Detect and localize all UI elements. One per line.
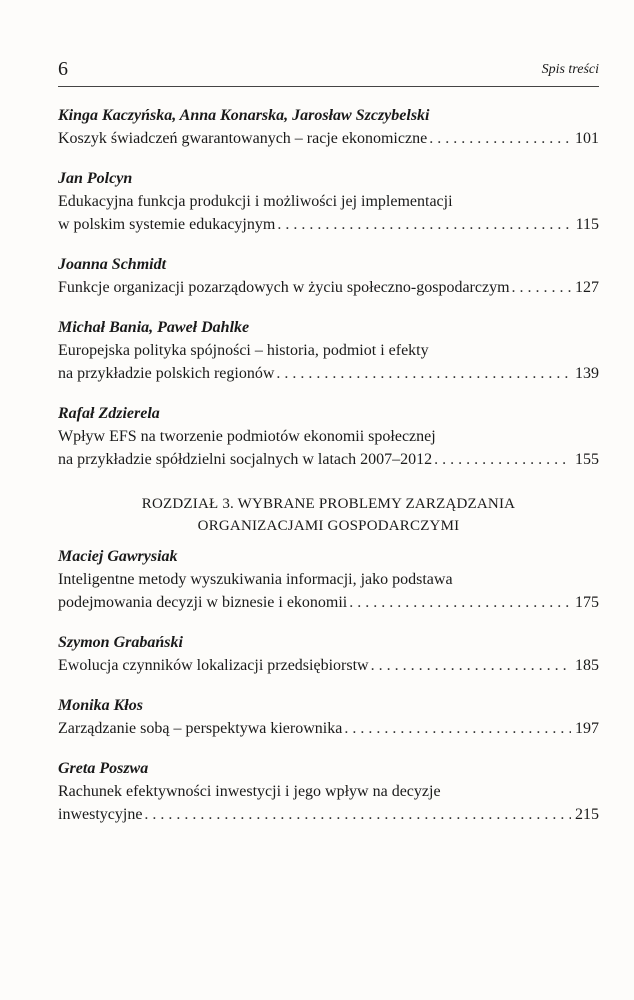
toc-entry (58, 402, 599, 471)
toc-entry-title-line: Inteligentne metody wyszukiwania informacji, jako podstawa (58, 571, 453, 588)
book-page (58, 56, 599, 843)
toc-entry (58, 631, 599, 677)
table-of-contents (58, 104, 599, 826)
toc-entries-part-2 (58, 104, 599, 471)
toc-entry (58, 253, 599, 299)
toc-entry-title-text: w polskim systemie edukacyjnym (58, 216, 276, 233)
toc-entry-title-text: Koszyk świadczeń gwarantowanych – racje ekonomiczne (58, 130, 428, 147)
toc-entry-title-line: Rachunek efektywności inwestycji i jego wpływ na decyzje (58, 783, 441, 800)
page-number: 6 (58, 58, 68, 80)
toc-entry (58, 167, 599, 236)
toc-entry-authors: Michał Bania, Paweł Dahlke (58, 319, 250, 336)
page-header (58, 56, 599, 87)
dot-leader (349, 591, 571, 614)
toc-entry-page-number: 139 (575, 365, 599, 382)
toc-entry-authors: Greta Poszwa (58, 760, 149, 777)
chapter-heading-line-2: ORGANIZACJAMI GOSPODARCZYMI (197, 518, 460, 534)
toc-entry-title-text: Funkcje organizacji pozarządowych w życiu społeczno-gospodarczym (58, 279, 510, 296)
dot-leader (429, 127, 571, 150)
toc-entry-page-number: 115 (575, 216, 599, 233)
toc-entry-title-line: Europejska polityka spójności – historia, podmiot i efekty (58, 342, 429, 359)
toc-entry-last-line (58, 127, 599, 150)
toc-entry-page-number: 127 (575, 279, 599, 296)
toc-entry-page-number: 197 (575, 720, 599, 737)
dot-leader (512, 276, 571, 299)
toc-entry-authors: Szymon Grabański (58, 634, 183, 651)
toc-entry-last-line (58, 276, 599, 299)
toc-entries-chapter-3 (58, 545, 599, 826)
toc-entry-authors: Kinga Kaczyńska, Anna Konarska, Jarosław Szczybelski (58, 107, 430, 124)
toc-entry-page-number: 155 (575, 451, 599, 468)
toc-entry-authors: Joanna Schmidt (58, 256, 167, 273)
dot-leader (144, 803, 571, 826)
toc-entry-page-number: 185 (575, 657, 599, 674)
toc-entry-title-text: inwestycyjne (58, 806, 143, 823)
toc-entry-page-number: 101 (575, 130, 599, 147)
toc-entry-title-text: Zarządzanie sobą – perspektywa kierownika (58, 720, 343, 737)
chapter-heading (58, 493, 599, 537)
toc-entry-title-line: Edukacyjna funkcja produkcji i możliwości jej implementacji (58, 193, 453, 210)
toc-entry-authors: Rafał Zdzierela (58, 405, 160, 422)
toc-entry-authors: Maciej Gawrysiak (58, 548, 178, 565)
dot-leader (344, 717, 571, 740)
toc-entry (58, 757, 599, 826)
toc-entry-page-number: 175 (575, 594, 599, 611)
toc-entry-last-line (58, 362, 599, 385)
toc-entry-title-line: Wpływ EFS na tworzenie podmiotów ekonomii społecznej (58, 428, 436, 445)
dot-leader (434, 448, 571, 471)
dot-leader (277, 213, 571, 236)
toc-entry (58, 545, 599, 614)
toc-entry-last-line (58, 213, 599, 236)
toc-entry (58, 316, 599, 385)
toc-entry-title-text: na przykładzie spółdzielni socjalnych w latach 2007–2012 (58, 451, 433, 468)
toc-entry-title-text: Ewolucja czynników lokalizacji przedsiębiorstw (58, 657, 369, 674)
toc-entry-authors: Jan Polcyn (58, 170, 133, 187)
dot-leader (276, 362, 571, 385)
running-head: Spis treści (541, 62, 599, 77)
dot-leader (371, 654, 571, 677)
toc-entry-last-line (58, 717, 599, 740)
toc-entry-title-text: podejmowania decyzji w biznesie i ekonomii (58, 594, 348, 611)
toc-entry-last-line (58, 591, 599, 614)
chapter-heading-line-1: ROZDZIAŁ 3. WYBRANE PROBLEMY ZARZĄDZANIA (141, 496, 516, 512)
toc-entry-authors: Monika Kłos (58, 697, 143, 714)
toc-entry-last-line (58, 654, 599, 677)
toc-entry-title-text: na przykładzie polskich regionów (58, 365, 275, 382)
toc-entry (58, 694, 599, 740)
toc-entry (58, 104, 599, 150)
toc-entry-last-line (58, 448, 599, 471)
toc-entry-last-line (58, 803, 599, 826)
toc-entry-page-number: 215 (575, 806, 599, 823)
